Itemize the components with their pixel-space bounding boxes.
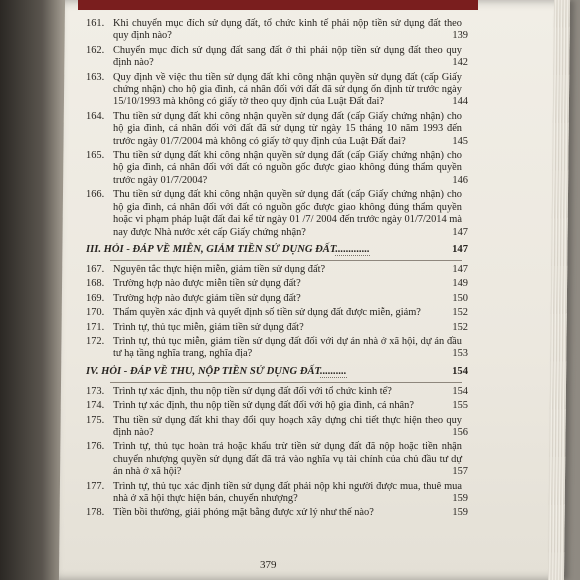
entry-number: 178.	[86, 507, 105, 519]
entry-page-number: 156	[452, 426, 468, 438]
toc-entry	[86, 292, 468, 305]
toc-entry	[86, 189, 468, 239]
entry-number: 177.	[86, 480, 105, 492]
entry-text: Tiền bồi thường, giải phóng mặt bằng được xử lý như thế nào?	[113, 507, 374, 519]
section-title: IV. HỎI - ĐÁP VỀ THU, NỘP TIỀN SỬ DỤNG ĐẤT	[86, 365, 321, 377]
section-title: III. HỎI - ĐÁP VỀ MIỄN, GIẢM TIỀN SỬ DỤNG ĐẤT	[86, 243, 336, 255]
toc-entry	[86, 507, 468, 519]
section-heading-iv	[86, 365, 468, 378]
entry-number: 161.	[86, 18, 105, 29]
entry-number: 165.	[86, 150, 105, 162]
entry-page-number: 157	[452, 466, 468, 478]
toc-entry	[86, 414, 468, 440]
toc-list-part-3	[86, 263, 468, 361]
table-of-contents	[86, 18, 468, 522]
divider	[110, 382, 462, 383]
leader-dots: .............	[335, 243, 370, 255]
toc-entry	[86, 150, 468, 187]
entry-page-number: 145	[452, 135, 468, 147]
entry-number: 173.	[86, 385, 105, 397]
entry-text: Thu tiền sử dụng đất khi công nhận quyền sử dụng đất (cấp Giấy chứng nhận) cho hộ gia đình, cá nhân đối với đất đã sử dụng từ ngày 15 tháng 10 năm 1993 đến trước ngày 01/7/2004 mà không có giấy tờ quy định của Luật Đất đai?	[113, 110, 462, 147]
entry-number: 174.	[86, 400, 105, 412]
entry-page-number: 159	[452, 493, 468, 504]
toc-entry	[86, 18, 468, 43]
entry-number: 166.	[86, 189, 105, 201]
entry-page-number: 152	[452, 307, 468, 319]
entry-text: Trình tự, thủ tục miễn, giảm tiền sử dụng đất?	[113, 321, 304, 333]
entry-text: Trình tự xác định, thu nộp tiền sử dụng đất đối với hộ gia đình, cá nhân?	[113, 400, 414, 412]
toc-entry	[86, 110, 468, 148]
toc-entry	[86, 335, 468, 361]
entry-page-number: 142	[452, 57, 468, 69]
toc-entry	[86, 71, 468, 109]
entry-text: Trường hợp nào được miễn tiền sử dụng đất?	[113, 278, 301, 290]
entry-number: 169.	[86, 292, 105, 304]
entry-number: 175.	[86, 414, 105, 426]
entry-page-number: 159	[452, 507, 468, 519]
entry-number: 170.	[86, 307, 105, 319]
entry-number: 167.	[86, 263, 105, 275]
entry-page-number: 153	[452, 348, 468, 360]
entry-text: Trình tự xác định, thu nộp tiền sử dụng đất đối với tổ chức kinh tế?	[113, 385, 392, 397]
divider	[110, 260, 462, 261]
entry-number: 164.	[86, 110, 105, 122]
entry-number: 176.	[86, 441, 105, 453]
entry-number: 163.	[86, 71, 105, 83]
entry-text: Trường hợp nào được giảm tiền sử dụng đất?	[113, 292, 301, 304]
entry-page-number: 149	[452, 278, 468, 290]
toc-entry	[86, 307, 468, 319]
entry-text: Thu tiền sử dụng đất khi công nhận quyền sử dụng đất (cấp Giấy chứng nhận) cho hộ gia đình, cá nhân đối với đất có nguồn gốc được giao không đúng thẩm quyền trước ngày 01/7/2004?	[113, 150, 462, 186]
leader-dots: ..........	[320, 365, 347, 377]
entry-page-number: 155	[452, 400, 468, 412]
entry-number: 171.	[86, 321, 105, 333]
page-number: 379	[260, 559, 277, 571]
entry-text: Thu tiền sử dụng đất khi công nhận quyền sử dụng đất (cấp Giấy chứng nhận) cho hộ gia đình, cá nhân đối với đất có nguồn gốc được giao không đúng thẩm quyền hoặc vi phạm pháp luật đất đai kể từ ngày 01 /7/ 2004 đến trước ngày 01/7/2014 mà nay được Nhà nước xét cấp Giấy chứng nhận?	[113, 189, 462, 238]
entry-text: Chuyển mục đích sử dụng đất sang đất ở thì phải nộp tiền sử dụng đất theo quy định nào?	[113, 44, 462, 69]
toc-entry	[86, 263, 468, 276]
section-page-number: 154	[452, 365, 468, 377]
entry-page-number: 154	[452, 385, 468, 397]
entry-page-number: 152	[452, 321, 468, 333]
entry-page-number: 139	[452, 30, 468, 42]
section-page-number: 147	[452, 243, 468, 255]
toc-entry	[86, 44, 468, 70]
entry-text: Quy định về việc thu tiền sử dụng đất khi công nhận quyền sử dụng đất (cấp Giấy chứng nhận) cho hộ gia đình, cá nhân đối với đất đã sử dụng ổn định từ trước ngày 15/10/1993 mà không có giấy tờ theo quy định của Luật Đất đai?	[113, 71, 462, 108]
entry-number: 172.	[86, 335, 105, 347]
entry-text: Thẩm quyền xác định và quyết định số tiền sử dụng đất được miễn, giảm?	[113, 307, 421, 319]
toc-entry	[86, 278, 468, 290]
section-heading-iii	[86, 243, 468, 256]
toc-entry	[86, 385, 468, 398]
entry-number: 168.	[86, 278, 105, 290]
entry-text: Trình tự, thủ tục hoàn trả hoặc khấu trừ tiền sử dụng đất đã nộp hoặc tiền nhận chuyển nhượng quyền sử dụng đất đã trả vào nghĩa vụ tài chính của chủ đầu tư dự án nhà ở xã hội?	[113, 441, 462, 478]
toc-entry	[86, 441, 468, 478]
cover-edge-band	[78, 0, 478, 10]
entry-number: 162.	[86, 44, 105, 56]
entry-page-number: 146	[452, 174, 468, 186]
toc-entry	[86, 400, 468, 412]
entry-text: Nguyên tắc thực hiện miễn, giảm tiền sử dụng đất?	[113, 263, 326, 275]
entry-page-number: 150	[452, 292, 468, 304]
entry-text: Trình tự, thủ tục xác định tiền sử dụng đất phải nộp khi người được mua, thuê mua nhà ở xã hội thực hiện bán, chuyển nhượng?	[113, 480, 462, 504]
entry-page-number: 147	[452, 263, 468, 275]
toc-list-part-4	[86, 385, 468, 520]
entry-page-number: 144	[452, 96, 468, 108]
entry-page-number: 147	[452, 226, 468, 238]
entry-text: Thu tiền sử dụng đất khi thay đổi quy hoạch xây dựng chi tiết thực hiện theo quy định nào?	[113, 414, 462, 438]
page-edges	[548, 0, 570, 580]
toc-list-part-2	[86, 18, 468, 239]
entry-text: Khi chuyển mục đích sử dụng đất, tổ chức kinh tế phải nộp tiền sử dụng đất theo quy định nào?	[113, 18, 462, 42]
toc-entry	[86, 321, 468, 334]
toc-entry	[86, 480, 468, 506]
entry-text: Trình tự, thủ tục miễn, giảm tiền sử dụng đất đối với dự án nhà ở xã hội, dự án đầu tư hạ tầng nghĩa trang, nghĩa địa?	[113, 335, 462, 360]
